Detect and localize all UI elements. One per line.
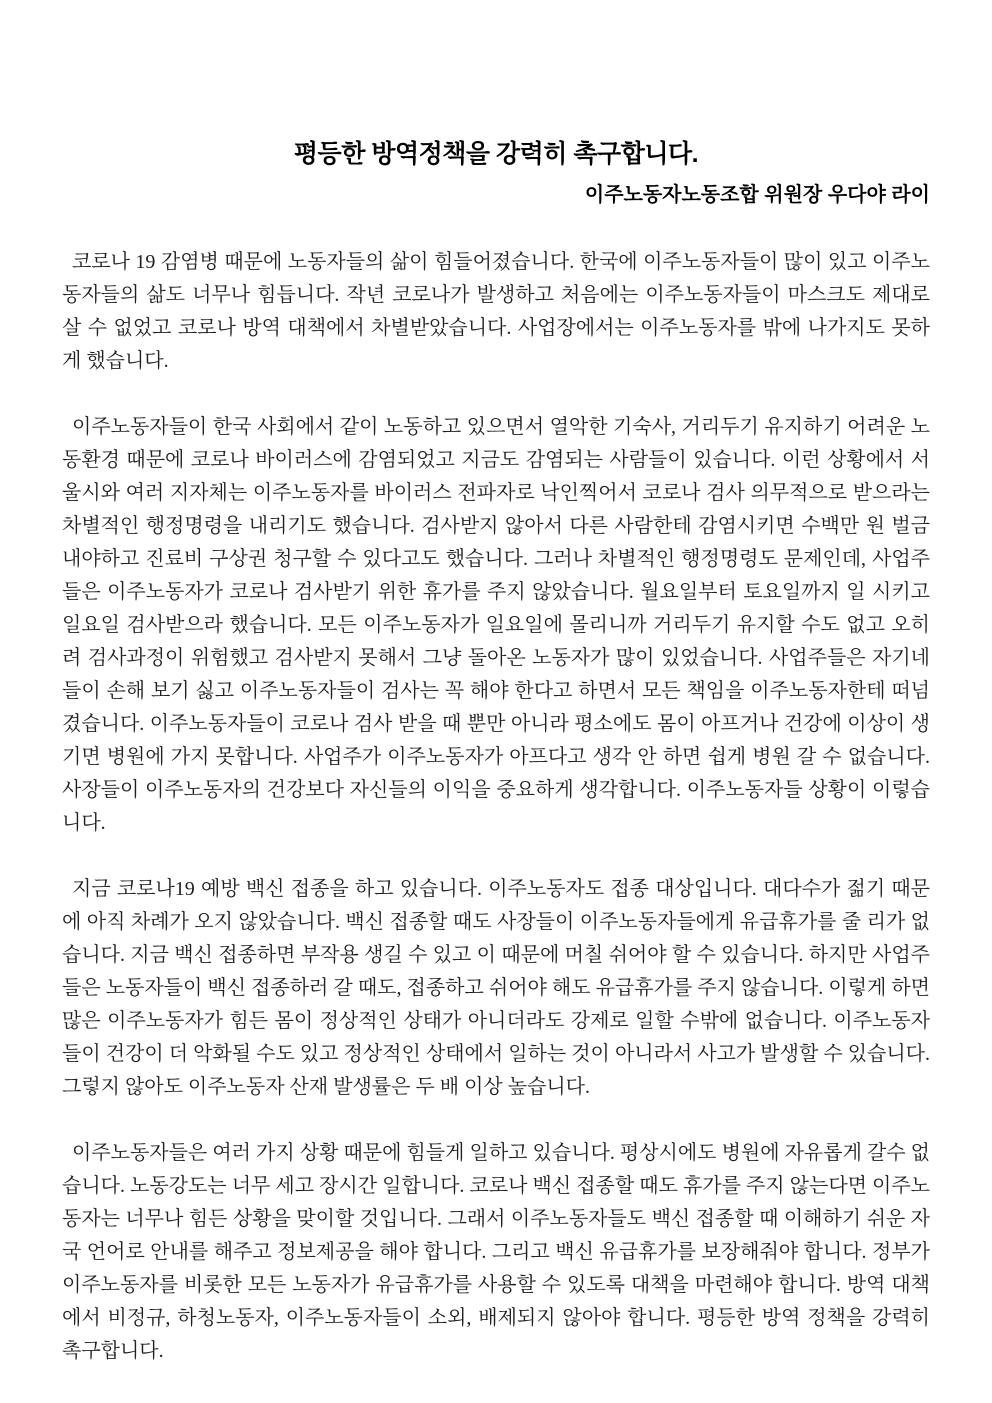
paragraph-demands: 이주노동자들은 여러 가지 상황 때문에 힘들게 일하고 있습니다. 평상시에도 병원에 자유롭게 갈수 없습니다. 노동강도는 너무 세고 장시간 일합니다. 코로나 백신 접종할 때도 휴가를 주지 않는다면 이주노동자는 너무나 힘든 상황을 맞이할 것입니다. 그래서 이주노동자들도 백신 접종할 때 이해하기 쉬운 자국 언어로 안내를 해주고 정보제공을 해야 합니다. 그리고 백신 유급휴가를 보장해줘야 합니다. 정부가 이주노동자를 비롯한 모든 노동자가 유급휴가를 사용할 수 있도록 대책을 마련해야 합니다. 방역 대책에서 비정규, 하청노동자, 이주노동자들이 소외, 배제되지 않아야 합니다. 평등한 방역 정책을 강력히 촉구합니다. [62, 1142, 930, 1362]
paragraph-covid-hardship: 코로나 19 감염병 때문에 노동자들의 삶이 힘들어졌습니다. 한국에 이주노동자들이 많이 있고 이주노동자들의 삶도 너무나 힘듭니다. 작년 코로나가 발생하고 처음에는 이주노동자들이 마스크도 제대로 살 수 없었고 코로나 방역 대책에서 차별받았습니다. 사업장에서는 이주노동자를 밖에 나가지도 못하게 했습니다. [62, 251, 930, 372]
paragraph-vaccination: 지금 코로나19 예방 백신 접종을 하고 있습니다. 이주노동자도 접종 대상입니다. 대다수가 젊기 때문에 아직 차례가 오지 않았습니다. 백신 접종할 때도 사장들이 이주노동자들에게 유급휴가를 줄 리가 없습니다. 지금 백신 접종하면 부작용 생길 수 있고 이 때문에 머칠 쉬어야 할 수 있습니다. 하지만 사업주들은 노동자들이 백신 접종하러 갈 때도, 접종하고 쉬어야 해도 유급휴가를 주지 않습니다. 이렇게 하면 많은 이주노동자가 힘든 몸이 정상적인 상태가 아니더라도 강제로 일할 수밖에 없습니다. 이주노동자들이 건강이 더 악화될 수도 있고 정상적인 상태에서 일하는 것이 아니라서 사고가 발생할 수 있습니다. 그렇지 않아도 이주노동자 산재 발생률은 두 배 이상 높습니다. [62, 878, 930, 1098]
paragraph-discriminatory-orders: 이주노동자들이 한국 사회에서 같이 노동하고 있으면서 열악한 기숙사, 거리두기 유지하기 어려운 노동환경 때문에 코로나 바이러스에 감염되었고 지금도 감염되는 사람들이 있습니다. 이런 상황에서 서울시와 여러 지자체는 이주노동자를 바이러스 전파자로 낙인찍어서 코로나 검사 의무적으로 받으라는 차별적인 행정명령을 내리기도 했습니다. 검사받지 않아서 다른 사람한테 감염시키면 수백만 원 벌금 내야하고 진료비 구상권 청구할 수 있다고도 했습니다. 그러나 차별적인 행정명령도 문제인데, 사업주들은 이주노동자가 코로나 검사받기 위한 휴가를 주지 않았습니다. 월요일부터 토요일까지 일 시키고 일요일 검사받으라 했습니다. 모든 이주노동자가 일요일에 몰리니까 거리두기 유지할 수도 없고 오히려 검사과정이 위험했고 검사받지 못해서 그냥 돌아온 노동자가 많이 있었습니다. 사업주들은 자기네들이 손해 보기 싫고 이주노동자들이 검사는 꼭 해야 한다고 하면서 모든 책임을 이주노동자한테 떠넘겼습니다. 이주노동자들이 코로나 검사 받을 때 뿐만 아니라 평소에도 몸이 아프거나 건강에 이상이 생기면 병원에 가지 못합니다. 사업주가 이주노동자가 아프다고 생각 안 하면 쉽게 병원 갈 수 없습니다. 사장들이 이주노동자의 건강보다 자신들의 이익을 중요하게 생각합니다. 이주노동자들 상황이 이렇습니다. [62, 416, 930, 834]
page-title: 평등한 방역정책을 강력히 촉구합니다. [293, 140, 699, 168]
document-body [62, 246, 930, 1368]
document-byline: 이주노동자노동조합 위원장 우다야 라이 [584, 184, 930, 206]
